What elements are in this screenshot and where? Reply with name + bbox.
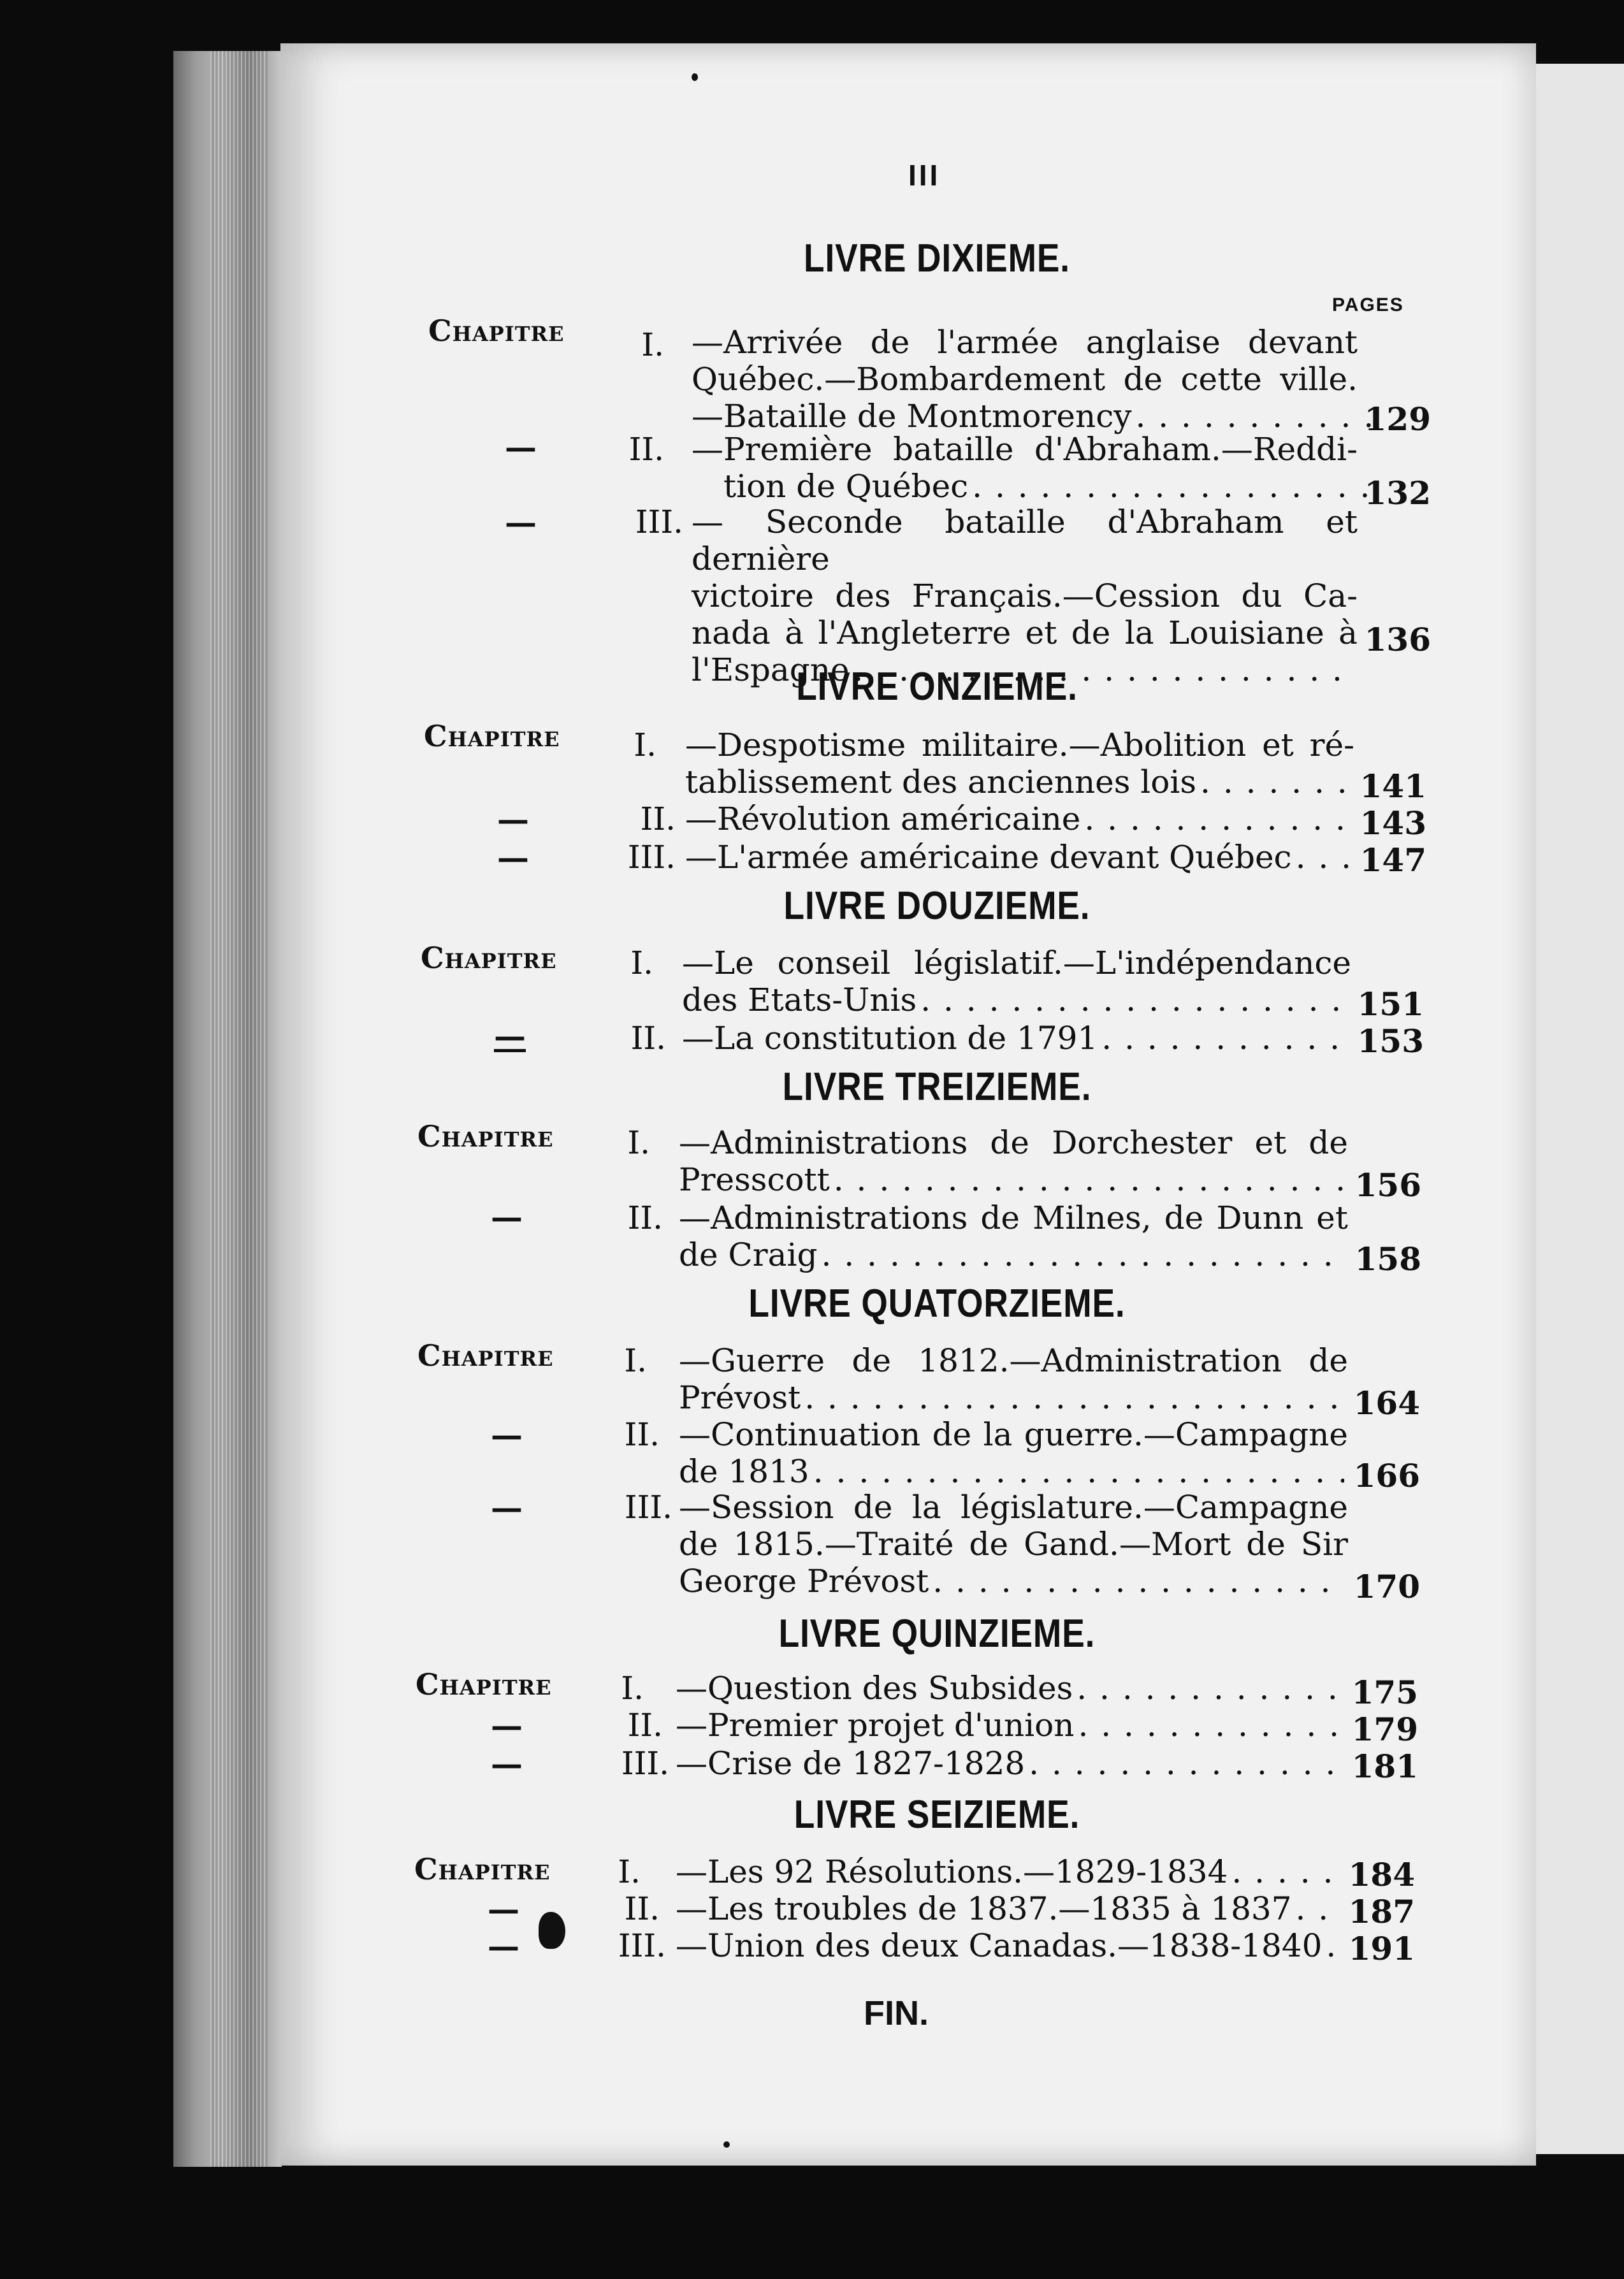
ditto-dash: — <box>491 1489 523 1526</box>
chapitre-label: Chapitre <box>428 314 565 348</box>
entry-line: —Première bataille d'Abraham.—Reddi- <box>692 431 1358 468</box>
chapter-number: III. <box>635 503 683 540</box>
chapter-number: I. <box>634 727 656 763</box>
entry-leader-line <box>682 981 1351 1018</box>
livre-heading: LIVRE QUATORZIEME. <box>748 1282 1126 1326</box>
entry-line: —Révolution américaine <box>685 800 1081 837</box>
chapitre-label: Chapitre <box>421 941 557 975</box>
dot-leader <box>1231 1853 1335 1890</box>
entry-line: —Bataille de Montmorency <box>692 398 1132 435</box>
chapter-number: I. <box>627 1124 650 1161</box>
page-ref: 179 <box>1351 1711 1418 1748</box>
entry-leader-line <box>692 398 1386 435</box>
page-ref: 141 <box>1359 767 1426 805</box>
entry-line: —Union des deux Canadas.—1838-1840 <box>676 1927 1323 1964</box>
dot-leader <box>1084 800 1351 837</box>
page-ref: 156 <box>1354 1166 1421 1204</box>
entry-line: —L'armée américaine devant Québec <box>685 839 1292 876</box>
entry-line: tablissement des anciennes lois <box>685 763 1197 800</box>
ditto-dash: — <box>505 503 537 541</box>
entry-leader-line <box>685 800 1354 837</box>
entry-leader-line <box>682 1020 1351 1057</box>
entry-line: des Etats-Unis <box>682 981 917 1018</box>
toc-entry <box>692 503 1358 688</box>
chapter-number: III. <box>618 1927 666 1964</box>
entry-line: Presscott <box>679 1161 830 1198</box>
dot-leader <box>813 1453 1344 1490</box>
entry-line: —Les 92 Résolutions.—1829-1834 <box>676 1853 1228 1890</box>
chapter-number: II. <box>624 1890 660 1927</box>
toc-entry <box>679 1124 1348 1198</box>
dot-leader <box>834 1161 1344 1198</box>
dot-leader <box>804 1379 1344 1416</box>
entry-leader-line <box>676 1745 1345 1782</box>
page-ref: 153 <box>1357 1022 1424 1060</box>
entry-line: l'Espagne <box>692 651 850 688</box>
livre-heading: LIVRE TREIZIEME. <box>782 1065 1092 1109</box>
chapter-number: II. <box>624 1416 660 1453</box>
ditto-dash: — <box>497 839 529 876</box>
entry-line: George Prévost <box>679 1563 929 1600</box>
dot-leader <box>1101 1020 1347 1057</box>
page-ref: 175 <box>1351 1674 1418 1711</box>
dot-leader <box>1077 1670 1341 1707</box>
ink-speck <box>692 73 698 81</box>
entry-line: —Administrations de Dorchester et de <box>679 1124 1348 1161</box>
ditto-dash: — <box>505 428 537 466</box>
chapter-number: I. <box>630 944 653 981</box>
chapitre-label: Chapitre <box>414 1852 551 1886</box>
entry-line: tion de Québec <box>723 468 969 505</box>
entry-line: Prévost <box>679 1379 801 1416</box>
entry-line: Québec.—Bombardement de cette ville. <box>692 361 1358 398</box>
toc-entry <box>676 1745 1345 1782</box>
toc-entry <box>685 839 1354 876</box>
entry-line: —Despotisme militaire.—Abolition et ré- <box>685 727 1354 763</box>
chapter-number: II. <box>627 1707 663 1744</box>
page-ref: 151 <box>1357 985 1424 1023</box>
toc-entry <box>676 1853 1338 1890</box>
page-ref: 147 <box>1359 841 1426 879</box>
entry-line: de Craig <box>679 1236 818 1273</box>
entry-leader-line <box>685 763 1354 800</box>
entry-leader-line <box>679 1379 1348 1416</box>
chapitre-label: Chapitre <box>424 719 560 753</box>
entry-leader-line <box>679 1563 1348 1600</box>
toc-entry <box>692 324 1358 435</box>
dot-leader <box>821 1236 1344 1273</box>
entry-line: —Administrations de Milnes, de Dunn et <box>679 1199 1348 1236</box>
ink-speck <box>723 2141 730 2148</box>
entry-line: —Le conseil législatif.—L'indépendance <box>682 944 1351 981</box>
dot-leader <box>1200 763 1351 800</box>
chapter-number: III. <box>627 839 676 876</box>
entry-leader-line <box>679 1453 1348 1490</box>
entry-leader-line <box>692 468 1389 505</box>
ditto-dash: — <box>488 1890 519 1928</box>
chapitre-label: Chapitre <box>416 1667 552 1702</box>
page-ref: 164 <box>1353 1384 1420 1422</box>
book-page-edge-lines <box>210 51 268 2167</box>
entry-line: —Continuation de la guerre.—Campagne <box>679 1416 1348 1453</box>
livre-heading: LIVRE DOUZIEME. <box>783 884 1091 928</box>
entry-line: —Premier projet d'union <box>676 1707 1075 1744</box>
chapter-number: I. <box>621 1670 644 1707</box>
entry-leader-line <box>676 1890 1338 1927</box>
toc-entry <box>682 1020 1351 1057</box>
entry-leader-line <box>679 1236 1348 1273</box>
chapter-number: I. <box>641 326 664 363</box>
chapter-number: II. <box>628 431 664 468</box>
livre-heading: LIVRE DIXIEME. <box>804 236 1070 280</box>
entry-leader-line <box>676 1927 1338 1964</box>
ditto-dash: — <box>491 1416 523 1454</box>
page-number: III <box>908 159 941 192</box>
toc-entry <box>679 1489 1348 1600</box>
dot-leader <box>1296 839 1351 876</box>
chapitre-label: Chapitre <box>417 1338 554 1373</box>
page-ref: 187 <box>1348 1893 1415 1930</box>
toc-entry <box>685 727 1354 800</box>
page-ref: 181 <box>1351 1747 1418 1785</box>
ditto-dash: — <box>488 1927 519 1965</box>
toc-entry <box>679 1199 1348 1273</box>
entry-leader-line <box>676 1853 1338 1890</box>
entry-line: —Question des Subsides <box>676 1670 1073 1707</box>
page-ref: 184 <box>1348 1856 1415 1893</box>
end-marker: FIN. <box>864 1994 929 2032</box>
toc-entry <box>679 1416 1348 1490</box>
toc-entry <box>692 431 1358 505</box>
entry-line: —Crise de 1827-1828 <box>676 1745 1026 1782</box>
toc-entry <box>676 1707 1345 1744</box>
entry-leader-line <box>676 1707 1345 1744</box>
dot-leader <box>1296 1890 1335 1927</box>
dot-leader <box>972 468 1386 505</box>
toc-entry <box>679 1342 1348 1416</box>
toc-entry <box>685 800 1354 837</box>
livre-heading: LIVRE ONZIEME. <box>796 665 1078 709</box>
page-ref: 191 <box>1348 1930 1415 1967</box>
dot-leader <box>1326 1927 1335 1964</box>
toc-entry <box>676 1670 1345 1707</box>
dot-leader <box>1135 398 1382 435</box>
entry-line: nada à l'Angleterre et de la Louisiane à <box>692 614 1358 651</box>
chapter-number: III. <box>621 1745 669 1782</box>
ditto-dash: — <box>494 1017 526 1055</box>
page-ref: 143 <box>1359 804 1426 842</box>
dot-leader <box>1029 1745 1341 1782</box>
page-ref: 170 <box>1353 1568 1420 1605</box>
chapter-number: II. <box>630 1020 666 1057</box>
entry-leader-line <box>679 1161 1348 1198</box>
entry-leader-line <box>676 1670 1345 1707</box>
entry-leader-line <box>685 839 1354 876</box>
chapitre-label: Chapitre <box>417 1119 554 1154</box>
entry-line: —Arrivée de l'armée anglaise devant <box>692 324 1358 361</box>
chapter-number: II. <box>627 1199 663 1236</box>
chapter-number: II. <box>640 800 676 837</box>
page-ref: 158 <box>1354 1240 1421 1278</box>
ditto-dash: — <box>491 1707 523 1744</box>
entry-line: — Seconde bataille d'Abraham et dernière <box>692 503 1358 577</box>
toc-entry <box>676 1927 1338 1964</box>
chapter-number: III. <box>624 1489 672 1526</box>
entry-line: —La constitution de 1791 <box>682 1020 1098 1057</box>
livre-heading: LIVRE SEIZIEME. <box>794 1793 1080 1837</box>
dot-leader <box>920 981 1347 1018</box>
toc-entry <box>676 1890 1338 1927</box>
page-ref: 129 <box>1364 400 1431 438</box>
chapter-number: I. <box>624 1342 647 1379</box>
page-ref: 136 <box>1364 621 1431 658</box>
entry-line: de 1813 <box>679 1453 809 1490</box>
chapter-number: I. <box>618 1853 641 1890</box>
ditto-dash: — <box>497 800 529 838</box>
dot-leader <box>932 1563 1344 1600</box>
page-ref: 166 <box>1353 1457 1420 1494</box>
page-ref: 132 <box>1364 474 1431 512</box>
ditto-dash: — <box>491 1198 523 1236</box>
entry-line: victoire des Français.—Cession du Ca- <box>692 577 1358 614</box>
ditto-dash: — <box>491 1745 523 1783</box>
pages-column-header: PAGES <box>1332 294 1404 315</box>
entry-line: —Les troubles de 1837.—1835 à 1837 <box>676 1890 1292 1927</box>
ink-blot <box>539 1912 565 1949</box>
toc-entry <box>682 944 1351 1018</box>
dot-leader <box>1078 1707 1341 1744</box>
entry-line: —Guerre de 1812.—Administration de <box>679 1342 1348 1379</box>
entry-line: —Session de la législature.—Campagne <box>679 1489 1348 1526</box>
entry-line: de 1815.—Traité de Gand.—Mort de Sir <box>679 1526 1348 1563</box>
livre-heading: LIVRE QUINZIEME. <box>778 1612 1096 1656</box>
